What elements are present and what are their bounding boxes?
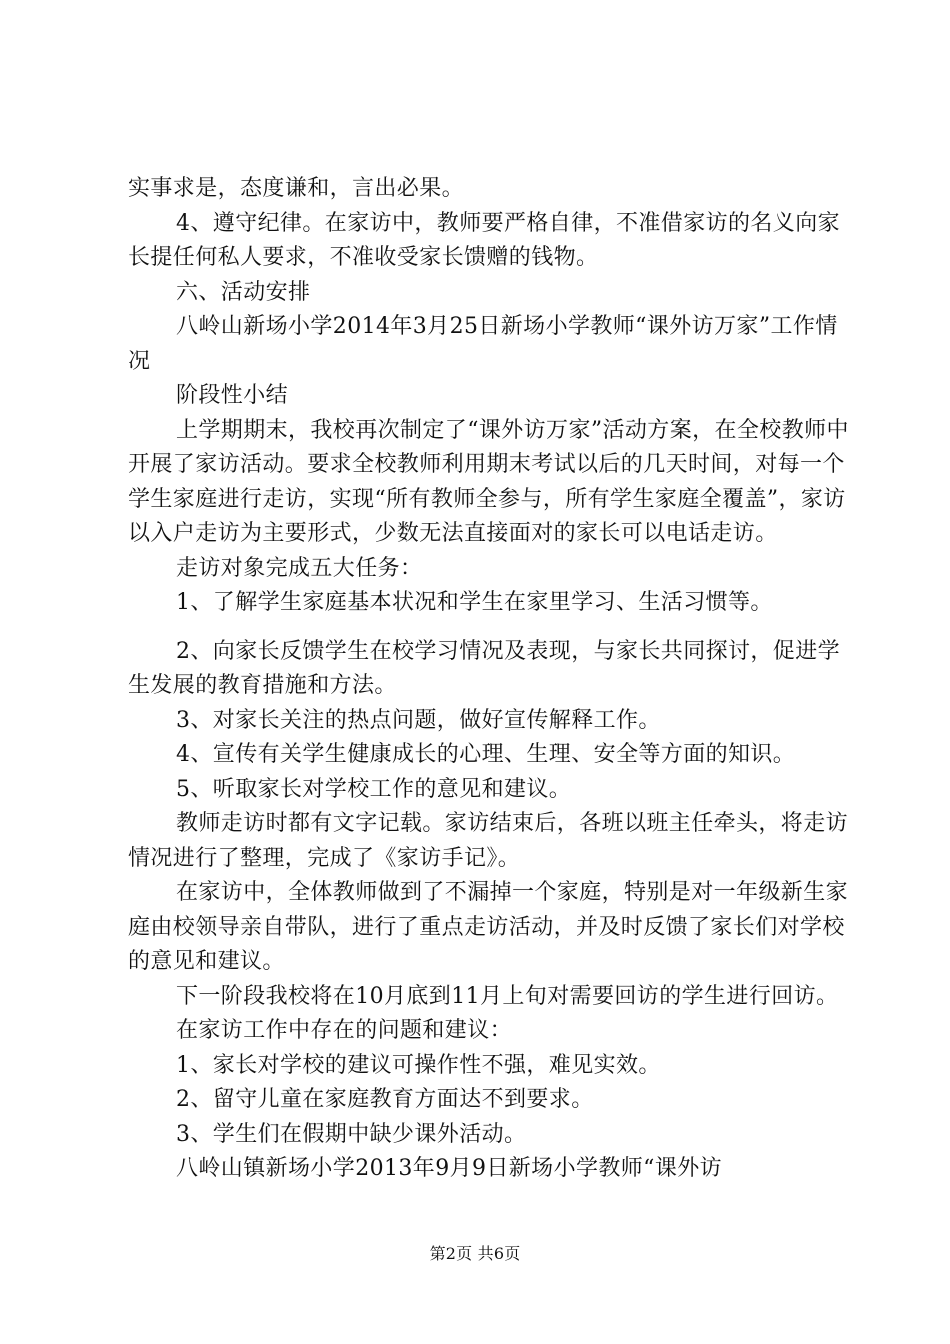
paragraph-coverage: 在家访中，全体教师做到了不漏掉一个家庭，特别是对一年级新生家庭由校领导亲自带队，进行了重点走访活动，并及时反馈了家长们对学校的意见和建议。 (128, 880, 849, 974)
task-item-5: 5、听取家长对学校工作的意见和建议。 (176, 776, 572, 802)
document-body (128, 172, 858, 1187)
paragraph-continuation: 实事求是，态度谦和，言出必果。 (128, 176, 465, 201)
section-heading-activity: 六、活动安排 (176, 279, 311, 305)
paragraph-next-stage: 下一阶段我校将在10月底到11月上旬对需要回访的学生进行回访。 (176, 983, 839, 1009)
paragraph-tasks-heading: 走访对象完成五大任务： (176, 555, 423, 581)
page-number-label: 第2页 共6页 (429, 1244, 521, 1263)
task-item-1: 1、了解学生家庭基本状况和学生在家里学习、生活习惯等。 (176, 590, 773, 615)
task-item-4: 4、宣传有关学生健康成长的心理、生理、安全等方面的知识。 (176, 742, 796, 767)
issue-item-3: 3、学生们在假期中缺少课外活动。 (176, 1121, 527, 1147)
paragraph-report-title: 八岭山新场小学2014年3月25日新场小学教师“课外访万家”工作情况 (128, 314, 838, 374)
page-footer (0, 1243, 950, 1265)
task-item-3: 3、对家长关注的热点问题，做好宣传解释工作。 (176, 707, 661, 733)
paragraph-issues-heading: 在家访工作中存在的问题和建议： (176, 1018, 513, 1043)
issue-item-1: 1、家长对学校的建议可操作性不强，难见实效。 (176, 1052, 661, 1078)
issue-item-2: 2、留守儿童在家庭教育方面达不到要求。 (176, 1087, 594, 1112)
paragraph-overview: 上学期期末，我校再次制定了“课外访万家”活动方案，在全校教师中开展了家访活动。要求全校教师利用期末考试以后的几天时间，对每一个学生家庭进行走访，实现“所有教师全参与，所有学生家庭全覆盖”，家访以入户走访为主要形式，少数无法直接面对的家长可以电话走访。 (128, 417, 849, 546)
paragraph-records: 教师走访时都有文字记载。家访结束后，各班以班主任牵头，将走访情况进行了整理，完成了《家访手记》。 (128, 811, 849, 871)
paragraph-next-report-title: 八岭山镇新场小学2013年9月9日新场小学教师“课外访 (176, 1156, 723, 1181)
paragraph-discipline: 4、遵守纪律。在家访中，教师要严格自律，不准借家访的名义向家长提任何私人要求，不准收受家长馈赠的钱物。 (128, 210, 840, 270)
paragraph-summary-label: 阶段性小结 (176, 383, 289, 408)
task-item-2: 2、向家长反馈学生在校学习情况及表现，与家长共同探讨，促进学生发展的教育措施和方法。 (128, 638, 840, 698)
